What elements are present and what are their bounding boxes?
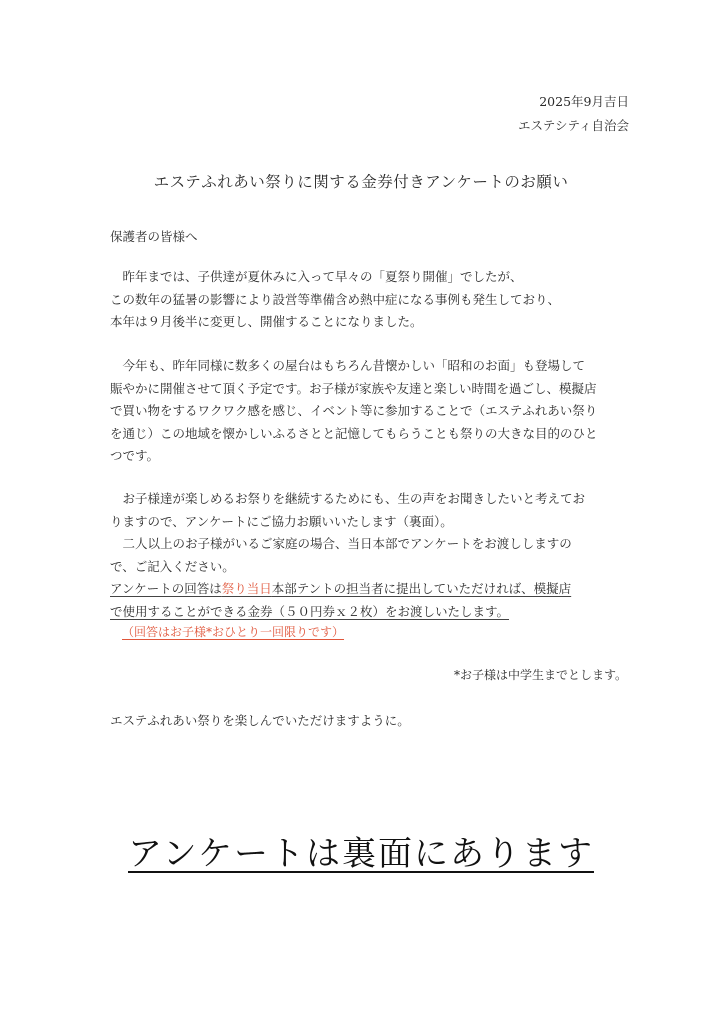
closing-message: エステふれあい祭りを楽しんでいただけますように。 xyxy=(110,713,410,728)
paragraph-survey-request xyxy=(110,488,630,623)
paragraph-line: 本年は９月後半に変更し、開催することになりました。 xyxy=(110,314,423,329)
paragraph-line: 二人以上のお子様がいるご家庭の場合、当日本部でアンケートをお渡ししますの xyxy=(110,536,572,551)
paragraph-line: で、ご記入ください。 xyxy=(110,558,235,574)
document-title: エステふれあい祭りに関する金券付きアンケートのお願い xyxy=(153,173,569,191)
paragraph-festival-description xyxy=(110,355,630,468)
paragraph-schedule-change xyxy=(110,266,630,334)
paragraph-line: この数年の猛暑の影響により設営等準備含め熱中症になる事例も発生しており、 xyxy=(110,291,561,307)
highlight-text-a: アンケートの回答は xyxy=(110,581,222,596)
highlight-line-1 xyxy=(110,578,630,601)
survey-on-back-notice xyxy=(0,826,722,875)
paragraph-line: お子様達が楽しめるお祭りを継続するためにも、生の声をお聞きしたいと考えてお xyxy=(110,491,586,506)
paragraph-line: 今年も、昨年同様に数多くの屋台はもちろん昔懐かしい「昭和のお面」も登場して xyxy=(110,358,586,373)
highlight-line-2: で使用することができる金券（５０円券ｘ２枚）をお渡しいたします。 xyxy=(110,603,510,619)
paragraph-line: つです。 xyxy=(110,448,160,463)
document-date: 2025年9月吉日 xyxy=(539,94,629,109)
festival-day-highlight: 祭り当日 xyxy=(221,581,272,596)
paragraph-line: りますので、アンケートにご協力お願いいたします（裏面）。 xyxy=(110,513,453,529)
salutation: 保護者の皆様へ xyxy=(110,229,198,244)
organization-name: エステシティ自治会 xyxy=(517,118,629,133)
age-footnote: *お子様は中学生までとします。 xyxy=(453,668,627,682)
paragraph-line: 昨年までは、子供達が夏休みに入って早々の「夏祭り開催」でしたが、 xyxy=(110,269,523,284)
paragraph-line: 賑やかに開催させて頂く予定です。お子様が家族や友達と楽しい時間を過ごし、模擬店 xyxy=(110,380,597,396)
notice-text: アンケートは裏面にあります xyxy=(128,834,594,874)
one-time-note: （回答はお子様*おひとり一回限りです） xyxy=(122,625,345,639)
highlight-text-b: 本部テントの担当者に提出していただければ、模擬店 xyxy=(271,581,572,596)
paragraph-line: で買い物をするワクワク感を感じ、イベント等に参加することで（エステふれあい祭り xyxy=(110,403,598,418)
paragraph-line: を通じ）この地域を懐かしいふるさとと記憶してもらうことも祭りの大きな目的のひと xyxy=(110,425,598,441)
